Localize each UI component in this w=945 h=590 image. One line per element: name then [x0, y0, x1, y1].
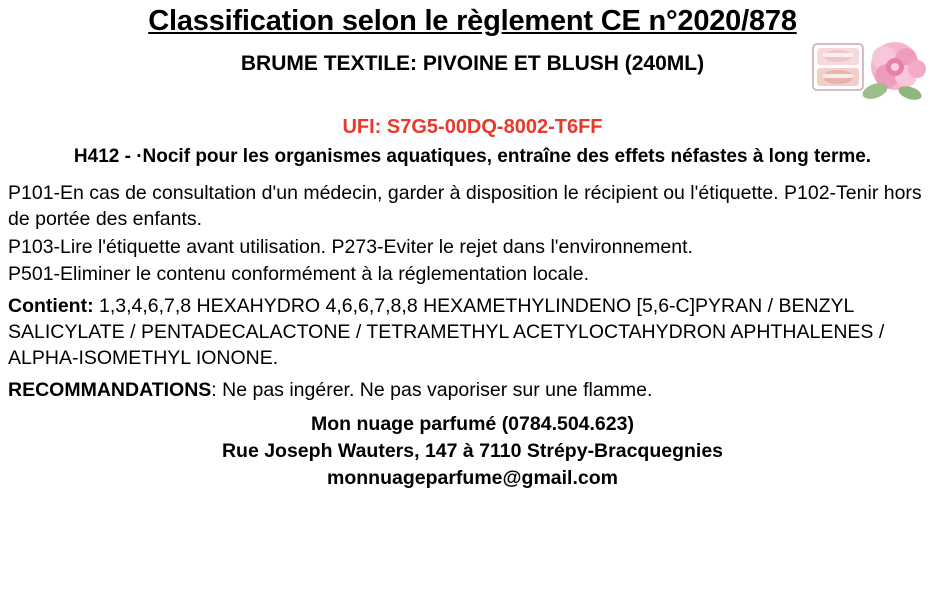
company-email: monnuageparfume@gmail.com: [327, 466, 618, 489]
company-name: Mon nuage parfumé (0784.504.623): [311, 413, 634, 436]
company-address: Rue Joseph Wauters, 147 à 7110 Strépy-Bracquegnies: [221, 439, 724, 462]
precautionary-statement: P101-En cas de consultation d'un médecin, garder à disposition le récipient ou l'étiquette. P102-Tenir hors de portée des enfants.: [8, 181, 922, 230]
precautionary-statements: [8, 181, 937, 289]
recommendations-label: RECOMMANDATIONS: [8, 379, 212, 402]
precautionary-statement: P103-Lire l'étiquette avant utilisation. P273-Eviter le rejet dans l'environnement.: [8, 235, 693, 258]
recommendations-value: : Ne pas ingérer. Ne pas vaporiser sur une flamme.: [211, 379, 653, 402]
product-name: BRUME TEXTILE: PIVOINE ET BLUSH (240ML): [240, 51, 705, 75]
contact-footer: [8, 412, 937, 492]
product-photo-compact-and-pink-peony: [809, 36, 927, 112]
precautionary-statement: P501-Eliminer le contenu conformément à la réglementation locale.: [8, 263, 589, 286]
contains-value: 1,3,4,6,7,8 HEXAHYDRO 4,6,6,7,8,8 HEXAMETHYLINDENO [5,6-C]PYRAN / BENZYL SALICYLATE / PENTADECALACTONE / TETRAMETHYL ACETYLOCTAHYDRON APHTHALENES / ALPHA-ISOMETHYL IONONE.: [8, 295, 885, 370]
contains-label: Contient:: [8, 295, 94, 318]
hazard-statement: H412 - ·Nocif pour les organismes aquatiques, entraîne des effets néfastes à long terme.: [73, 145, 872, 167]
contains-section: [8, 294, 937, 372]
recommendations-section: [8, 378, 937, 404]
ufi-code: UFI: S7G5-00DQ-8002-T6FF: [342, 115, 603, 138]
page-title: Classification selon le règlement CE n°2020/878: [148, 5, 797, 37]
product-header: [8, 52, 937, 104]
